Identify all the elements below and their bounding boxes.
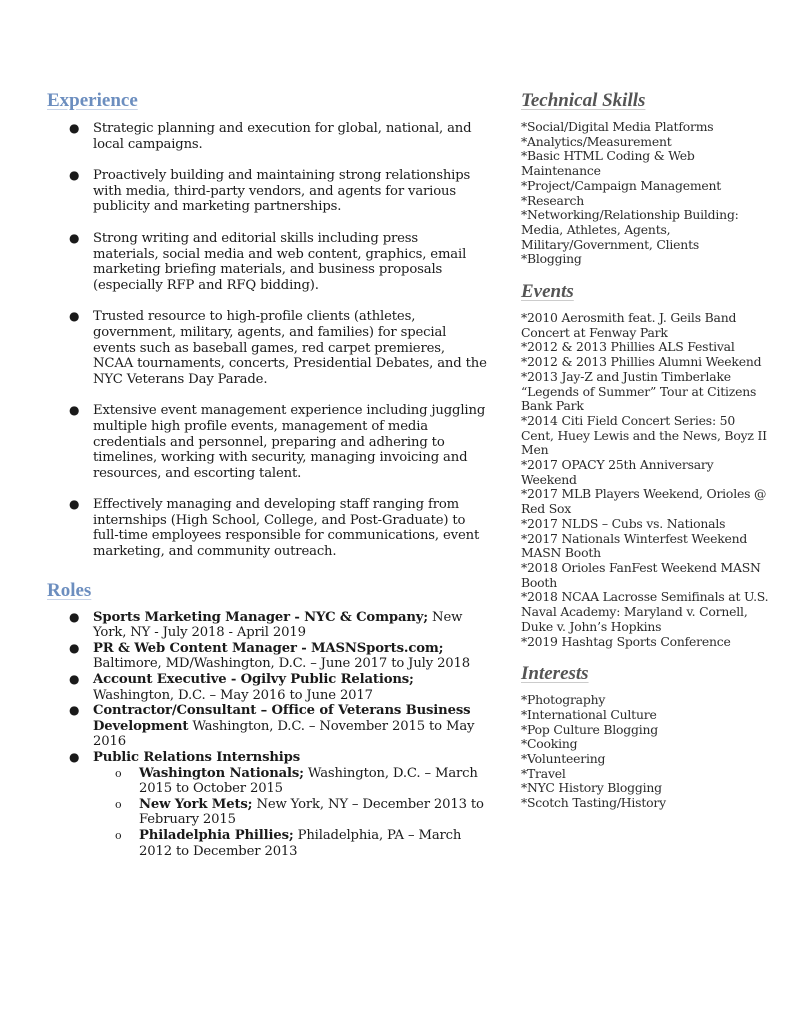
role-item: ● Contractor/Consultant – Office of Veterans Business Development Washington, D.C. – November 2015 to May 2016 [69,703,475,750]
internship-item: o Washington Nationals; Washington, D.C. – March 2015 to October 2015 [115,765,478,797]
left-column [47,90,487,859]
interest-item: *NYC History Blogging [521,780,662,796]
events-list [521,311,771,649]
skill-item: *Basic HTML Coding & Web Maintenance [521,148,695,179]
roles-heading: Roles [47,579,92,601]
skill-item: *Blogging [521,251,582,267]
circle-bullet-icon: o [115,766,122,780]
interest-item: *Cooking [521,736,578,752]
interest-item: *Pop Culture Blogging [521,721,659,737]
events-section [521,281,771,649]
experience-heading: Experience [47,90,138,111]
interest-item: *Photography [521,692,606,708]
skill-item: *Networking/Relationship Building: Media, Athletes, Agents, Military/Government, Clients [521,207,739,252]
circle-bullet-icon: o [115,828,122,842]
interests-list [521,693,771,811]
bullet-icon: ● [69,309,80,324]
event-item: *2012 & 2013 Phillies ALS Festival [521,339,735,355]
role-item: ● Sports Marketing Manager - NYC & Company; New York, NY - July 2018 - April 2019 [69,609,463,641]
right-column [521,90,771,825]
interest-item: *Travel [521,765,566,781]
bullet-icon: ● [69,403,80,418]
bullet-icon: ● [69,640,80,655]
list-item: ● Extensive event management experience including juggling multiple high profile events, management of media credentials and personnel, preparing and adhering to timelines, working with security, managing invoicing and resources, and escorting talent. [69,403,486,481]
skill-item: *Social/Digital Media Platforms [521,119,714,134]
bullet-icon: ● [69,230,80,245]
list-item: ● Strategic planning and execution for global, national, and local campaigns. [69,121,472,152]
internships-list [93,766,487,860]
list-item: ● Trusted resource to high-profile clients (athletes, government, military, agents, and families) for special events such as baseball games, red carpet premieres, NCAA tournaments, concerts, Presidential Debates, and the NYC Veterans Day Parade. [69,309,487,387]
event-item: *2017 NLDS – Cubs vs. Nationals [521,515,726,531]
interests-section [521,663,771,811]
event-item: *2019 Hashtag Sports Conference [521,633,731,649]
internship-item: o New York Mets; New York, NY – December 2013 to February 2015 [115,796,484,828]
event-item: *2017 OPACY 25th Anniversary Weekend [521,457,714,487]
bullet-icon: ● [69,750,80,764]
list-item: ● Strong writing and editorial skills including press materials, social media and web content, graphics, email marketing briefing materials, and business proposals (especially RFP and RFQ bidding). [69,230,467,293]
role-item: ● Account Executive - Ogilvy Public Relations; Washington, D.C. – May 2016 to June 2017 [69,672,414,703]
bullet-icon: ● [69,168,80,183]
internship-item: o Philadelphia Phillies; Philadelphia, PA – March 2012 to December 2013 [115,827,462,859]
bullet-icon: ● [69,703,80,718]
skill-item: *Project/Campaign Management [521,177,722,193]
technical-skills-list [521,120,771,267]
event-item: *2013 Jay-Z and Justin Timberlake “Legends of Summer” Tour at Citizens Bank Park [521,368,757,414]
skill-item: *Analytics/Measurement [521,133,672,149]
role-item: ● Public Relations Internships o Washington Nationals; Washington, D.C. – March 2015 to October 2015 o New York Mets; New York, NY – December 2013 to February 2015 o Philadelphia Phillies; Philadelphia, PA – March 2012 to December 2013 [47,750,487,859]
interests-heading: Interests [521,663,589,685]
bullet-icon: ● [69,672,80,687]
role-item: ● PR & Web Content Manager - MASNSports.com; Baltimore, MD/Washington, D.C. – June 2017 to July 2018 [69,640,471,672]
event-item: *2018 NCAA Lacrosse Semifinals at U.S. Naval Academy: Maryland v. Cornell, Duke v. John’s Hopkins [521,589,769,634]
event-item: *2010 Aerosmith feat. J. Geils Band Concert at Fenway Park [521,310,737,340]
event-item: *2017 MLB Players Weekend, Orioles @ Red Sox [521,486,767,517]
event-item: *2017 Nationals Winterfest Weekend MASN Booth [521,530,748,561]
bullet-icon: ● [69,609,80,624]
technical-skills-section [521,90,771,267]
bullet-icon: ● [69,121,80,135]
event-item: *2014 Citi Field Concert Series: 50 Cent, Huey Lewis and the News, Boyz II Men [521,412,767,458]
list-item: ● Effectively managing and developing staff ranging from internships (High School, College, and Post-Graduate) to full-time employees responsible for communications, event marketing, and community outreach. [69,497,480,560]
experience-list [47,121,487,560]
event-item: *2018 Orioles FanFest Weekend MASN Booth [521,559,761,590]
event-item: *2012 & 2013 Phillies Alumni Weekend [521,354,762,370]
roles-list [47,610,487,860]
circle-bullet-icon: o [115,797,122,811]
list-item: ● Proactively building and maintaining strong relationships with media, third-party vendors, and agents for various publicity and marketing partnerships. [69,168,471,215]
bullet-icon: ● [69,497,80,512]
technical-skills-heading: Technical Skills [521,90,646,111]
interest-item: *International Culture [521,706,657,722]
events-heading: Events [521,281,574,303]
skill-item: *Research [521,192,584,208]
interest-item: *Volunteering [521,751,606,767]
interest-item: *Scotch Tasting/History [521,795,666,811]
